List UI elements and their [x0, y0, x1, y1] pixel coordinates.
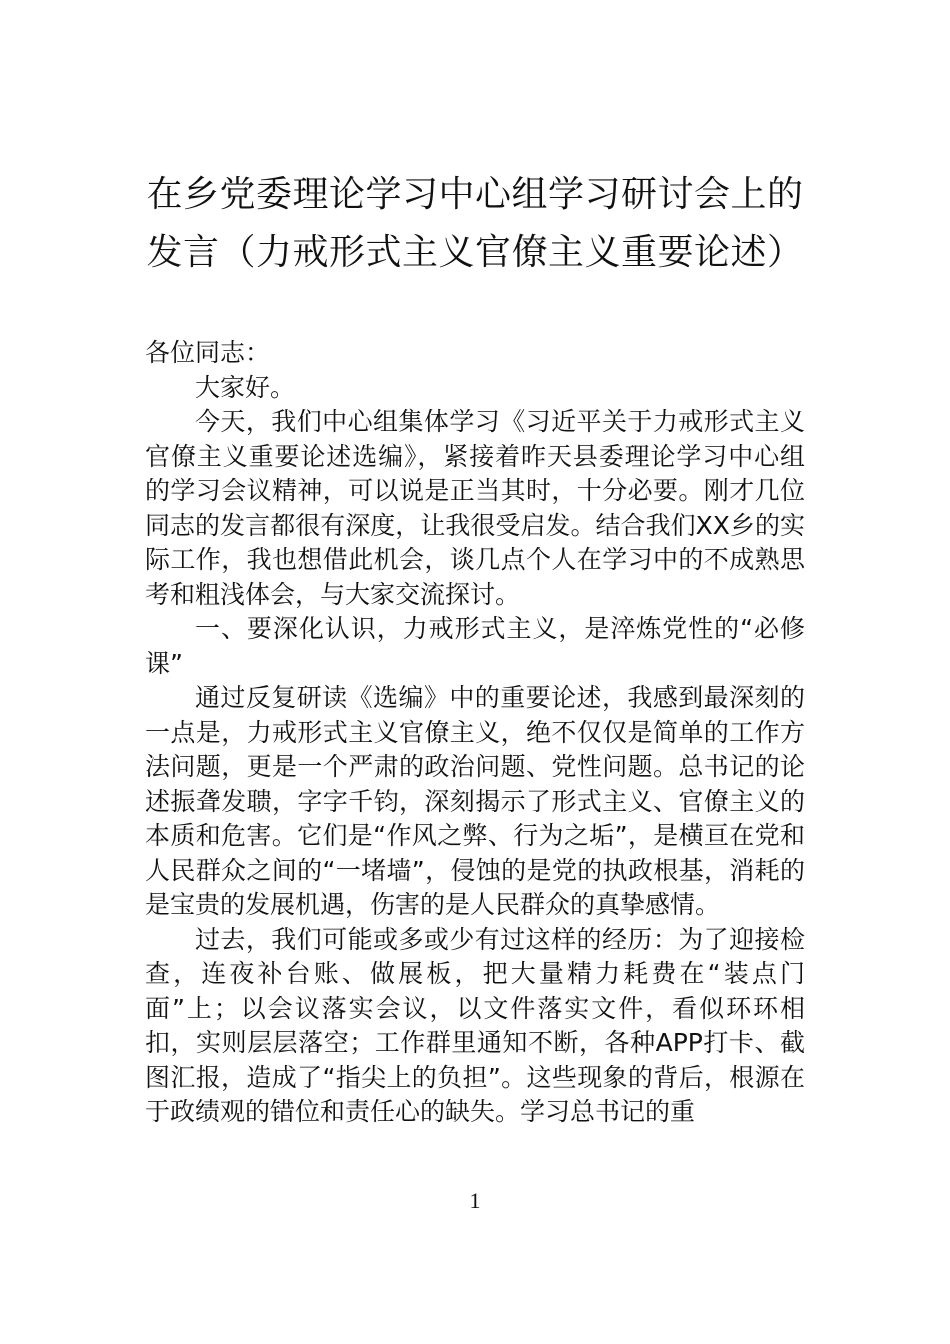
document-title	[145, 166, 805, 282]
greeting-paragraph: 大家好。	[195, 372, 296, 402]
title-line-2: 发言（力戒形式主义官僚主义重要论述）	[146, 232, 804, 273]
body-paragraph: 今天，我们中心组集体学习《习近平关于力戒形式主义官僚主义重要论述选编》，紧接着昨天县委理论学习中心组的学习会议精神，可以说是正当其时，十分必要。刚才几位同志的发言都很有深度，让我很受启发。结合我们XX乡的实际工作，我也想借此机会，谈几点个人在学习中的不成熟思考和粗浅体会，与大家交流探讨。	[145, 407, 805, 609]
title-line-1: 在乡党委理论学习中心组学习研讨会上的	[146, 174, 804, 215]
page-number: 1	[469, 1188, 481, 1213]
body-paragraph: 过去，我们可能或多或少有过这样的经历：为了迎接检查，连夜补台账、做展板，把大量精力耗费在“装点门面”上；以会议落实会议，以文件落实文件，看似环环相扣，实则层层落空；工作群里通知不断，各种APP打卡、截图汇报，造成了“指尖上的负担”。这些现象的背后，根源在于政绩观的错位和责任心的缺失。学习总书记的重	[145, 924, 805, 1126]
document-body	[145, 336, 805, 1130]
section-heading: 一、要深化认识，力戒形式主义，是淬炼党性的“必修课”	[145, 614, 805, 678]
body-paragraph: 通过反复研读《选编》中的重要论述，我感到最深刻的一点是，力戒形式主义官僚主义，绝不仅仅是简单的工作方法问题，更是一个严肃的政治问题、党性问题。总书记的论述振聋发聩，字字千钧，深刻揭示了形式主义、官僚主义的本质和危害。它们是“作风之弊、行为之垢”，是横亘在党和人民群众之间的“一堵墙”，侵蚀的是党的执政根基，消耗的是宝贵的发展机遇，伤害的是人民群众的真挚感情。	[145, 683, 805, 919]
salutation: 各位同志：	[145, 338, 271, 367]
